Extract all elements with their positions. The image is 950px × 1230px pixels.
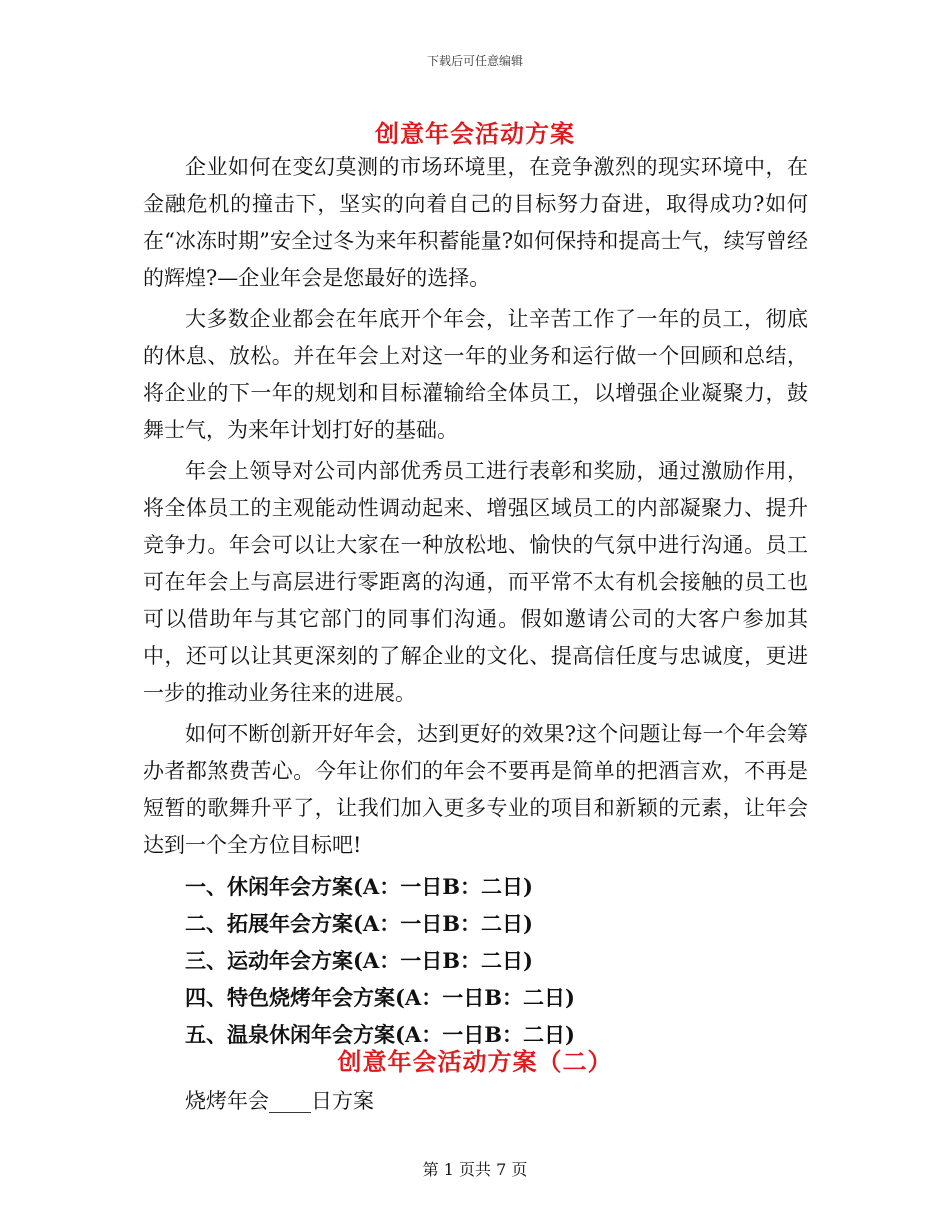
paragraph-2: 大多数企业都会在年底开个年会，让辛苦工作了一年的员工，彻底的休息、放松。并在年会上对这一年的业务和运行做一个回顾和总结，将企业的下一年的规划和目标灌输给全体员工，以增强企业凝聚力，鼓舞士气，为来年计划打好的基础。 — [143, 307, 808, 442]
document-title: 创意年会活动方案 — [375, 119, 575, 148]
plan-item: 一、休闲年会方案(A：一日B：二日) — [185, 874, 533, 899]
document-body — [143, 149, 808, 1053]
paragraph-4: 如何不断创新开好年会，达到更好的效果?这个问题让每一个年会筹办者都煞费苦心。今年让你们的年会不要再是简单的把酒言欢，不再是短暂的歌舞升平了，让我们加入更多专业的项目和新颖的元素，让年会达到一个全方位目标吧! — [143, 722, 808, 857]
plan-item: 二、拓展年会方案(A：一日B：二日) — [185, 911, 533, 936]
plan-item: 五、温泉休闲年会方案(A：一日B：二日) — [185, 1022, 575, 1047]
plan-item: 四、特色烧烤年会方案(A：一日B：二日) — [185, 985, 575, 1010]
plan-item: 三、运动年会方案(A：一日B：二日) — [185, 948, 533, 973]
page-header-note: 下载后可任意编辑 — [426, 54, 523, 68]
paragraph-1: 企业如何在变幻莫测的市场环境里，在竞争激烈的现实环境中，在金融危机的撞击下，坚实的向着自己的目标努力奋进，取得成功?如何在“冰冻时期”安全过冬为来年积蓄能量?如何保持和提高士气，续写曾经的辉煌?—企业年会是您最好的选择。 — [143, 155, 808, 290]
paragraph-3: 年会上领导对公司内部优秀员工进行表彰和奖励，通过激励作用，将全体员工的主观能动性调动起来、增强区域员工的内部凝聚力、提升竞争力。年会可以让大家在一种放松地、愉快的气氛中进行沟通。员工可在年会上与高层进行零距离的沟通，而平常不太有机会接触的员工也可以借助年与其它部门的同事们沟通。假如邀请公司的大客户参加其中，还可以让其更深刻的了解企业的文化、提高信任度与忠诚度，更进一步的推动业务往来的进展。 — [143, 459, 808, 705]
section-2-first-line: 烧烤年会____日方案 — [185, 1089, 374, 1113]
section-title-2: 创意年会活动方案（二） — [337, 1047, 613, 1076]
page-footer: 第 1 页共 7 页 — [422, 1160, 528, 1179]
plan-list — [143, 868, 808, 1053]
